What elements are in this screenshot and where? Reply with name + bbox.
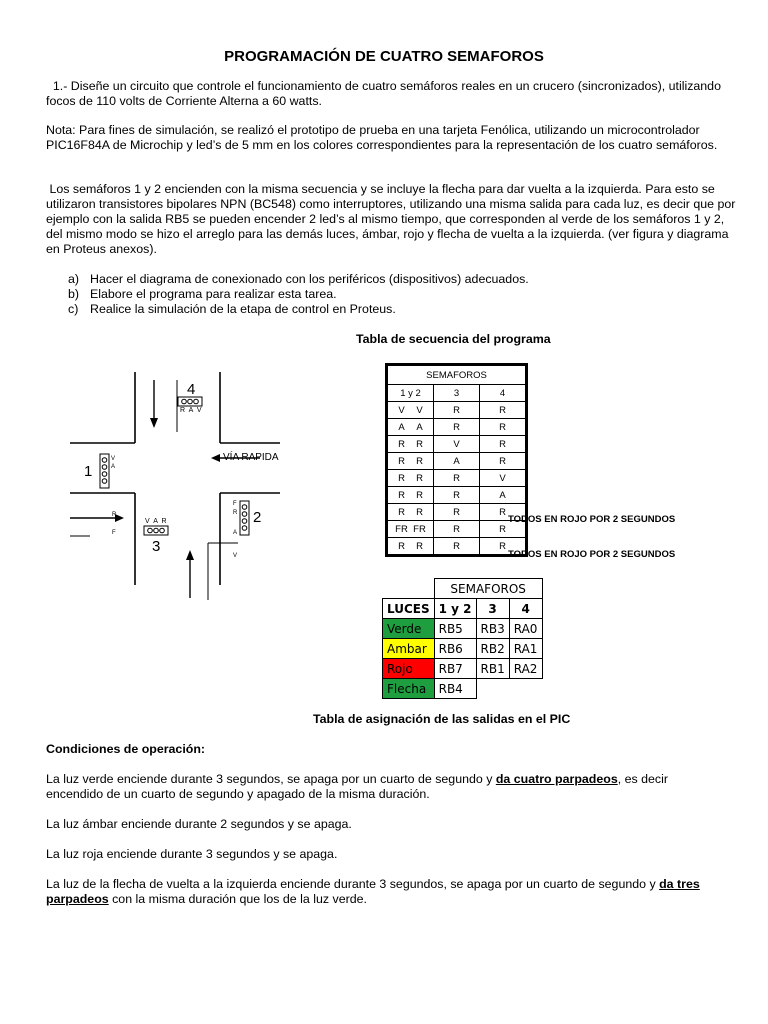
pin-cell: RB7 [434, 659, 476, 679]
light-1-label-a: A [111, 464, 116, 470]
condition-green: La luz verde enciende durante 3 segundos, se apaga por un cuarto de segundo y da cuatro parpadeos, es decir encendido de un cuarto de segundo y apagado de la misma duración. [46, 772, 668, 801]
table-header: SEMAFOROS [434, 579, 542, 599]
cell-3: R [434, 538, 480, 555]
conditions-title: Condiciones de operación: [46, 742, 206, 756]
table-row [383, 659, 543, 679]
table-row [388, 419, 526, 436]
lane-label-f: F [112, 530, 116, 536]
arrow-right-head [115, 514, 124, 522]
table-row [388, 470, 526, 487]
task-list [68, 272, 529, 317]
light-label: Ambar [383, 639, 435, 659]
cell-4: R [480, 402, 526, 419]
pin-cell: RB5 [434, 619, 476, 639]
cell-3: R [434, 487, 480, 504]
table-header: SEMAFOROS [388, 366, 526, 385]
light-4-labels: R A V [180, 407, 203, 414]
pin-cell: RB4 [434, 679, 476, 699]
light-label: Flecha [383, 679, 435, 699]
table-row [388, 402, 526, 419]
light-2-label-v: V [233, 553, 238, 559]
table-row [388, 453, 526, 470]
col-header-4: 4 [480, 385, 526, 402]
cell-3: R [434, 504, 480, 521]
cell-3: R [434, 419, 480, 436]
col-header: 3 [476, 599, 509, 619]
light-number-4: 4 [187, 381, 196, 398]
intersection-diagram [60, 360, 290, 600]
cell-3: R [434, 521, 480, 538]
pin-cell: RA0 [509, 619, 542, 639]
all-red-note-2: TODOS EN ROJO POR 2 SEGUNDOS [508, 549, 676, 560]
col-header: 4 [509, 599, 542, 619]
cell-1-y-2: R R [388, 504, 434, 521]
sequence-table-caption: Tabla de secuencia del programa [356, 332, 551, 346]
pin-cell: RB2 [476, 639, 509, 659]
cell-4: R [480, 538, 526, 555]
cell-3: R [434, 402, 480, 419]
light-number-3: 3 [152, 538, 161, 555]
cell-4: R [480, 521, 526, 538]
cell-4: R [480, 453, 526, 470]
cell-3: V [434, 436, 480, 453]
all-red-note-1: TODOS EN ROJO POR 2 SEGUNDOS [508, 514, 676, 525]
light-number-2: 2 [253, 509, 262, 526]
table-header-row [388, 366, 526, 385]
cell-1-y-2: R R [388, 538, 434, 555]
cell-3: A [434, 453, 480, 470]
pin-cell: RB6 [434, 639, 476, 659]
light-label: Rojo [383, 659, 435, 679]
arrow-left-head [211, 454, 220, 462]
table-row [383, 639, 543, 659]
lane-label-r: R [112, 512, 117, 518]
table-row [388, 521, 526, 538]
cell-1-y-2: R R [388, 487, 434, 504]
cell-4: R [480, 419, 526, 436]
pin-cell: RA2 [509, 659, 542, 679]
cell-3: R [434, 470, 480, 487]
via-rapida-label: VÍA RAPIDA [223, 452, 279, 463]
list-item: c) Realice la simulación de la etapa de control en Proteus. [68, 302, 396, 316]
arrow-down-head [150, 418, 158, 428]
light-label: Verde [383, 619, 435, 639]
list-item: b) Elabore el programa para realizar esta tarea. [68, 287, 337, 301]
table-row [388, 538, 526, 555]
table-row [383, 679, 543, 699]
list-item: a) Hacer el diagrama de conexionado con los periféricos (dispositivos) adecuados. [68, 272, 529, 286]
light-3-labels: V A R [145, 518, 168, 525]
condition-arrow: La luz de la flecha de vuelta a la izquierda enciende durante 3 segundos, se apaga por un cuarto de segundo y da tres parpadeos con la misma duración que los de la luz verde. [46, 877, 700, 906]
cell-4: R [480, 504, 526, 521]
pin-cell: RB1 [476, 659, 509, 679]
light-2-label-r: R [233, 510, 238, 516]
cell-4: A [480, 487, 526, 504]
paragraph-note: Nota: Para fines de simulación, se realizó el prototipo de prueba en una tarjeta Fenólica, utilizando un microcontrolador PIC16F84A de Microchip y led’s de 5 mm en los colores correspondientes para la representación de los cuatro semáforos. [46, 123, 718, 152]
cell-4: V [480, 470, 526, 487]
paragraph-description: Los semáforos 1 y 2 encienden con la misma secuencia y se incluye la flecha para dar vuelta a la izquierda. Para esto se utilizaron transistores bipolares NPN (BC548) como interruptores, utilizando una misma salida para cada luz, es decir que por ejemplo con la salida RB5 se pueden encender 2 led’s al mismo tiempo, que corresponden al verde de los semáforos 1 y 2, del mismo modo se hizo el arreglo para las demás luces, ámbar, rojo y flecha de vuelta a la izquierda. (ver figura y diagrama en Proteus anexos). [46, 182, 736, 256]
cell-4: R [480, 436, 526, 453]
light-1-label-v: V [111, 456, 116, 462]
table-row [388, 487, 526, 504]
cell-1-y-2: FR FR [388, 521, 434, 538]
luces-header: LUCES [383, 599, 435, 619]
pin-cell: RA1 [509, 639, 542, 659]
col-header-3: 3 [434, 385, 480, 402]
assignment-table [382, 578, 543, 699]
condition-amber: La luz ámbar enciende durante 2 segundos y se apaga. [46, 817, 352, 831]
cell-1-y-2: V V [388, 402, 434, 419]
cell-1-y-2: A A [388, 419, 434, 436]
paragraph-problem: 1.- Diseñe un circuito que controle el funcionamiento de cuatro semáforos reales en un crucero (sincronizados), utilizando focos de 110 volts de Corriente Alterna a 60 watts. [46, 79, 721, 108]
condition-red: La luz roja enciende durante 3 segundos y se apaga. [46, 847, 338, 861]
col-header-1-y-2: 1 y 2 [388, 385, 434, 402]
pin-cell: RB3 [476, 619, 509, 639]
table-row [388, 504, 526, 521]
arrow-up-head [186, 550, 194, 560]
assignment-table-caption: Tabla de asignación de las salidas en el PIC [313, 712, 571, 726]
light-2-label-f: F [233, 501, 237, 507]
cell-1-y-2: R R [388, 436, 434, 453]
light-number-1: 1 [84, 463, 93, 480]
table-col-header-row [388, 385, 526, 402]
sequence-table [385, 363, 528, 557]
page-title: PROGRAMACIÓN DE CUATRO SEMAFOROS [224, 48, 544, 65]
col-header: 1 y 2 [434, 599, 476, 619]
table-row [383, 619, 543, 639]
table-row [388, 436, 526, 453]
light-2-label-a: A [233, 530, 238, 536]
cell-1-y-2: R R [388, 453, 434, 470]
cell-1-y-2: R R [388, 470, 434, 487]
